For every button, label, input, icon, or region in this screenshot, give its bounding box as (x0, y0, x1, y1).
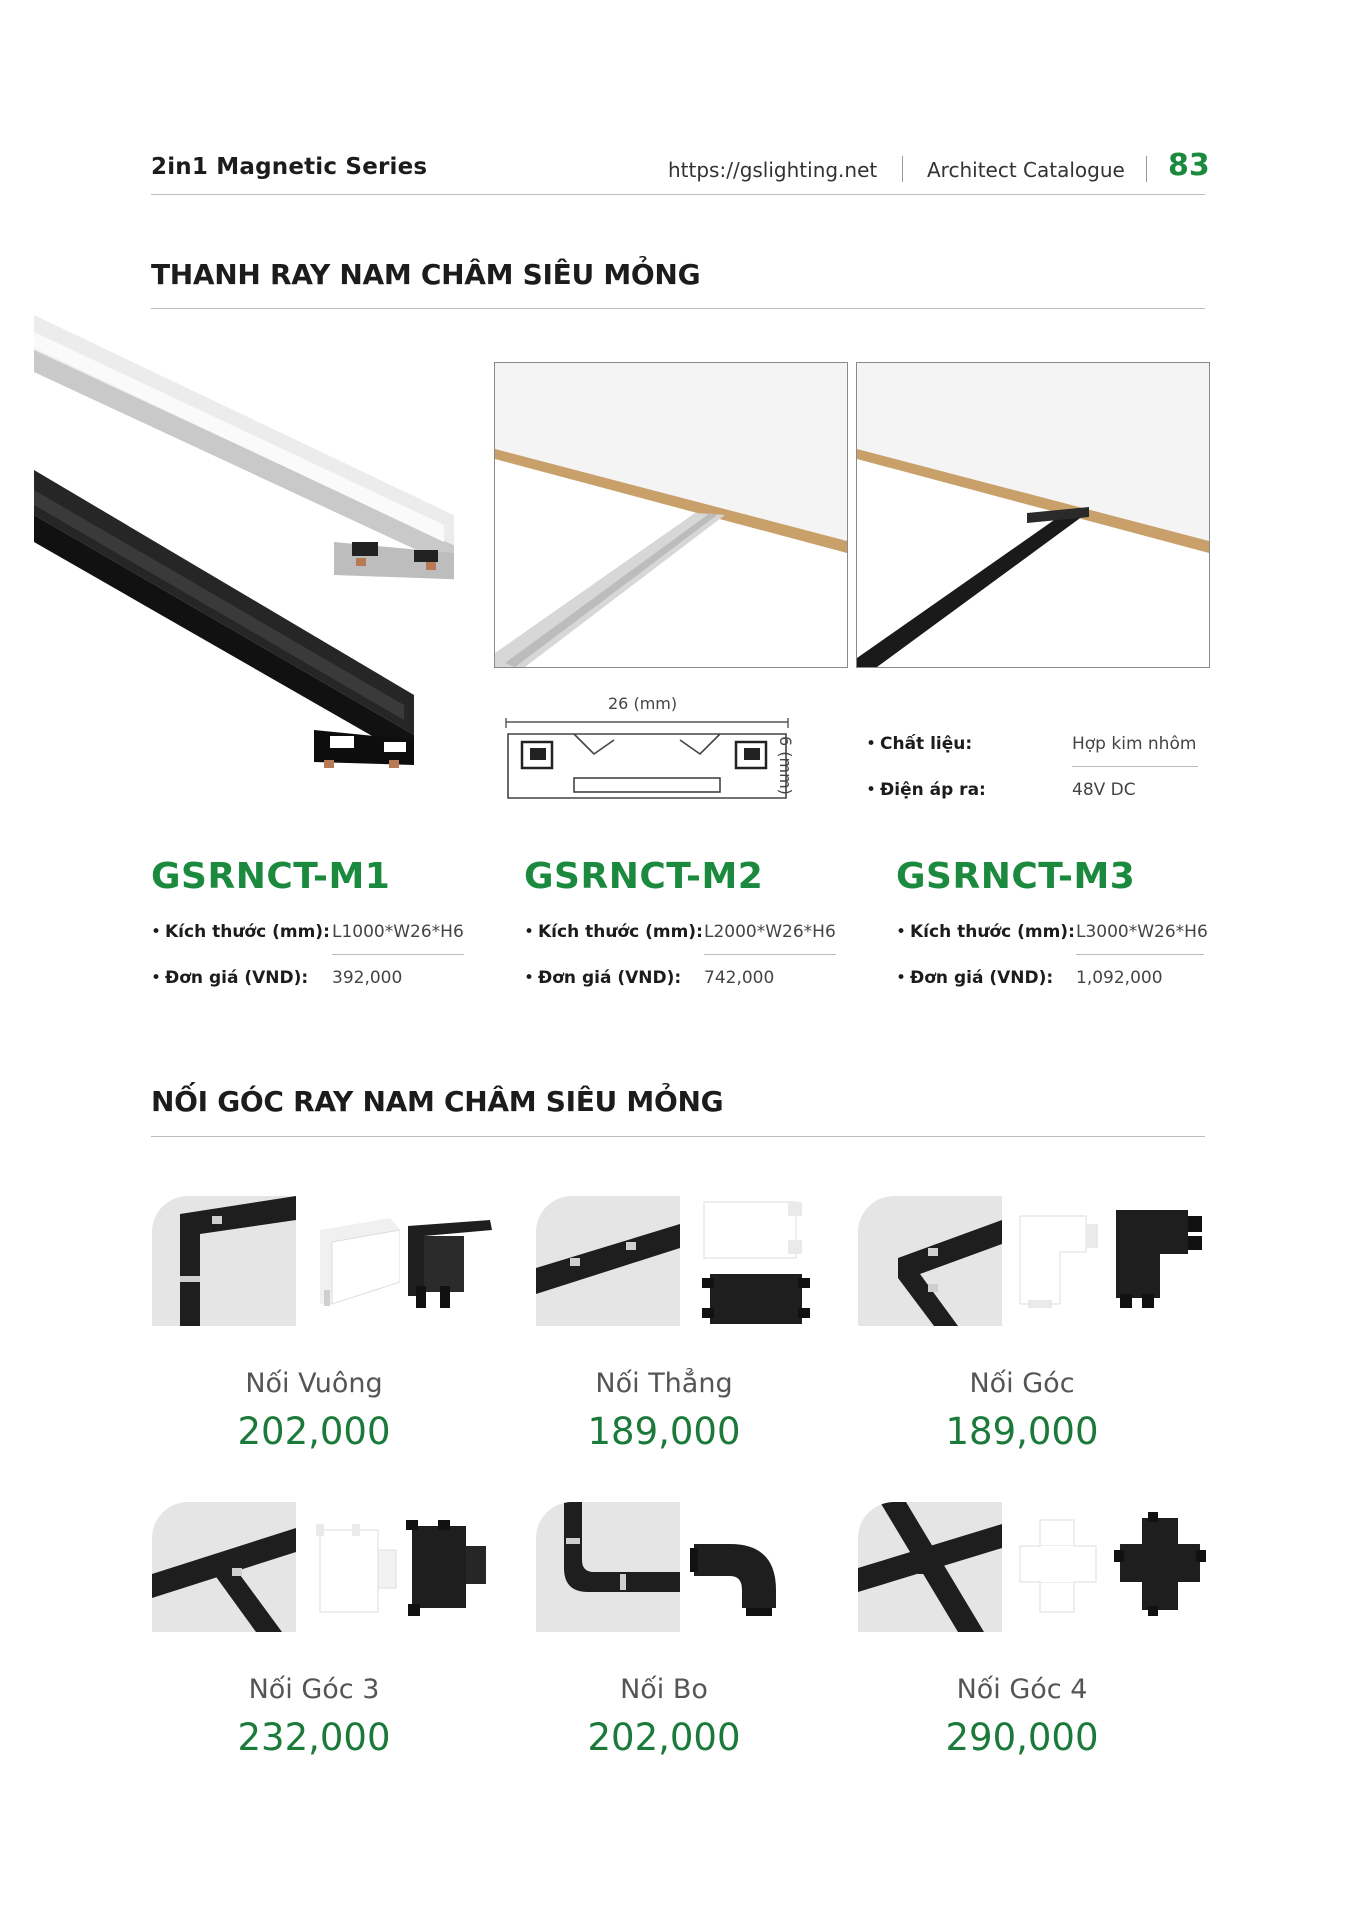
size-value: L2000*W26*H6 (704, 922, 836, 942)
size-label: Kích thước (mm): (538, 922, 703, 942)
model-name: GSRNCT-M2 (524, 856, 764, 897)
connector-price: 189,000 (587, 1410, 741, 1453)
connector-thumb-cross (858, 1502, 1002, 1632)
cross-connector-black (1114, 1512, 1206, 1616)
section-rule (151, 308, 1205, 309)
square-connector-black (404, 1216, 494, 1312)
connector-thumb-corner (858, 1196, 1002, 1326)
connector-name: Nối Góc 3 (248, 1674, 380, 1705)
spec-material-label: Chất liệu: (880, 734, 973, 754)
rail-product-render (34, 310, 454, 790)
straight-connector-white (700, 1196, 810, 1266)
silver-rail-installation-photo (494, 362, 848, 668)
straight-connector-black (700, 1266, 812, 1332)
series-title: 2in1 Magnetic Series (151, 154, 428, 180)
bullet: • (151, 968, 162, 988)
spec-voltage-value: 48V DC (1072, 780, 1136, 800)
bullet: • (524, 922, 535, 942)
model-name: GSRNCT-M3 (896, 856, 1136, 897)
spec-rule (704, 954, 836, 955)
size-label: Kích thước (mm): (165, 922, 330, 942)
size-label: Kích thước (mm): (910, 922, 1075, 942)
bullet: • (866, 780, 877, 800)
price-label: Đơn giá (VND): (165, 968, 309, 988)
spec-rule (1072, 766, 1198, 767)
connector-name: Nối Góc 4 (956, 1674, 1088, 1705)
bullet: • (151, 922, 162, 942)
connector-name: Nối Vuông (245, 1368, 383, 1399)
connector-thumb-straight (536, 1196, 680, 1326)
connector-name: Nối Góc (969, 1368, 1075, 1399)
dimension-width-label: 26 (mm) (608, 694, 678, 713)
connector-price: 202,000 (587, 1716, 741, 1759)
connector-price: 290,000 (945, 1716, 1099, 1759)
header-divider (1146, 156, 1147, 182)
bullet: • (896, 968, 907, 988)
square-connector-white (312, 1212, 400, 1312)
t-connector-black (404, 1516, 490, 1616)
connector-name: Nối Bo (620, 1674, 708, 1705)
header-divider (902, 156, 903, 182)
connector-price: 202,000 (237, 1410, 391, 1453)
bullet: • (866, 734, 877, 754)
bullet: • (524, 968, 535, 988)
spec-rule (332, 954, 464, 955)
connector-price: 232,000 (237, 1716, 391, 1759)
spec-voltage-label: Điện áp ra: (880, 780, 986, 800)
section-title-rail: THANH RAY NAM CHÂM SIÊU MỎNG (151, 258, 701, 291)
header-rule (151, 194, 1205, 195)
section-title-connectors: NỐI GÓC RAY NAM CHÂM SIÊU MỎNG (151, 1085, 724, 1118)
price-value: 1,092,000 (1076, 968, 1163, 988)
model-name: GSRNCT-M1 (151, 856, 391, 897)
spec-material-value: Hợp kim nhôm (1072, 734, 1197, 754)
connector-thumb-t (152, 1502, 296, 1632)
spec-rule (1076, 954, 1204, 955)
model-block-m2 (524, 856, 763, 897)
connector-name: Nối Thẳng (595, 1368, 733, 1399)
black-rail-installation-photo (856, 362, 1210, 668)
bullet: • (896, 922, 907, 942)
price-label: Đơn giá (VND): (910, 968, 1054, 988)
price-value: 742,000 (704, 968, 775, 988)
corner-connector-black (1108, 1204, 1204, 1308)
t-connector-white (312, 1520, 400, 1616)
catalogue-label: Architect Catalogue (927, 158, 1125, 182)
model-block-m3 (896, 856, 1135, 897)
price-label: Đơn giá (VND): (538, 968, 682, 988)
dimension-height-label: 6 (mm) (776, 736, 795, 795)
size-value: L1000*W26*H6 (332, 922, 464, 942)
price-value: 392,000 (332, 968, 403, 988)
connector-thumb-square (152, 1196, 296, 1326)
cross-connector-white (1016, 1516, 1102, 1616)
connector-price: 189,000 (945, 1410, 1099, 1453)
section-rule (151, 1136, 1205, 1137)
page-number: 83 (1168, 148, 1210, 183)
website-link[interactable]: https://gslighting.net (668, 158, 878, 182)
curve-connector-black (690, 1524, 788, 1618)
corner-connector-white (1016, 1208, 1102, 1308)
connector-thumb-curve (536, 1502, 680, 1632)
size-value: L3000*W26*H6 (1076, 922, 1208, 942)
model-block-m1 (151, 856, 390, 897)
rail-cross-section-drawing (504, 718, 794, 802)
